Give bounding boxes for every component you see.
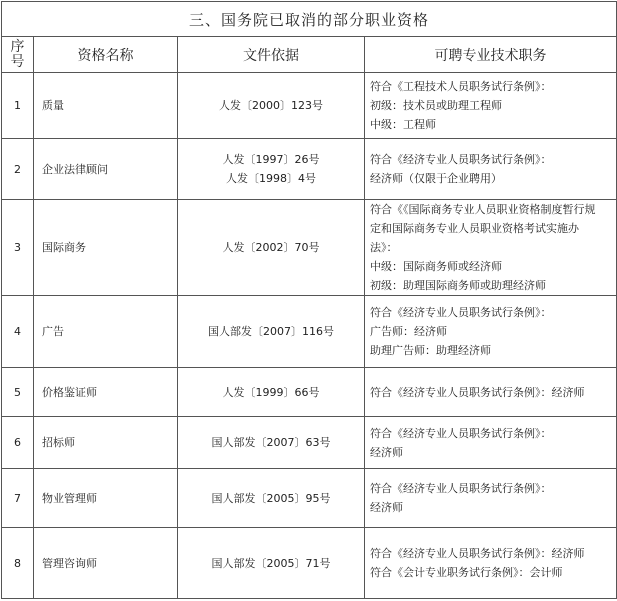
eligible-position-line: 符合《经济专业人员职务试行条例》：经济师 bbox=[370, 547, 585, 560]
document-basis bbox=[178, 73, 365, 139]
qualification-name: 广告 bbox=[34, 296, 178, 368]
qualification-name: 国际商务 bbox=[34, 200, 178, 296]
document-basis bbox=[178, 417, 365, 469]
document-basis bbox=[178, 139, 365, 200]
qualification-name: 物业管理师 bbox=[34, 469, 178, 528]
table-row bbox=[2, 200, 617, 296]
eligible-position-line: 法》： bbox=[370, 241, 398, 254]
eligible-position-line: 符合《经济专业人员职务试行条例》： bbox=[370, 482, 552, 495]
document-basis-line: 国人部发〔2005〕71号 bbox=[211, 556, 331, 570]
qualification-name: 管理咨询师 bbox=[34, 528, 178, 599]
document-basis bbox=[178, 469, 365, 528]
document-basis-line: 人发〔2000〕123号 bbox=[219, 99, 323, 112]
eligible-position-line: 符合《工程技术人员职务试行条例》： bbox=[370, 80, 552, 93]
document-basis-line: 人发〔1997〕26号 bbox=[222, 153, 320, 166]
row-number: 7 bbox=[2, 469, 34, 528]
document-basis-line: 人发〔1999〕66号 bbox=[222, 385, 320, 399]
header-seq bbox=[2, 37, 34, 73]
row-number: 1 bbox=[2, 73, 34, 139]
header-position: 可聘专业技术职务 bbox=[365, 37, 617, 73]
eligible-position-line: 助理广告师：助理经济师 bbox=[370, 344, 491, 357]
eligible-position-line: 初级：技术员或助理工程师 bbox=[370, 99, 502, 112]
document-basis-line: 国人部发〔2007〕63号 bbox=[211, 436, 331, 449]
eligible-position-line: 经济师 bbox=[370, 501, 403, 514]
eligible-position bbox=[365, 296, 617, 368]
eligible-position-line: 广告师：经济师 bbox=[370, 325, 447, 338]
eligible-position bbox=[365, 417, 617, 469]
row-number: 3 bbox=[2, 200, 34, 296]
table-row bbox=[2, 139, 617, 200]
table-body bbox=[2, 73, 617, 599]
qualification-table bbox=[1, 1, 617, 599]
eligible-position-line: 中级：工程师 bbox=[370, 118, 436, 131]
header-seq-line-1: 序 bbox=[10, 38, 25, 55]
document-basis bbox=[178, 368, 365, 417]
table-row bbox=[2, 469, 617, 528]
eligible-position bbox=[365, 139, 617, 200]
eligible-position bbox=[365, 368, 617, 417]
document-basis bbox=[178, 200, 365, 296]
eligible-position bbox=[365, 73, 617, 139]
qualification-name: 企业法律顾问 bbox=[34, 139, 178, 200]
eligible-position-line: 符合《经济专业人员职务试行条例》：经济师 bbox=[370, 385, 585, 399]
eligible-position-line: 中级：国际商务师或经济师 bbox=[370, 260, 502, 273]
eligible-position-line: 经济师（仅限于企业聘用） bbox=[370, 172, 502, 185]
document-basis bbox=[178, 296, 365, 368]
eligible-position-line: 定和国际商务专业人员职业资格考试实施办 bbox=[370, 222, 579, 235]
document-basis-line: 人发〔2002〕70号 bbox=[222, 241, 320, 254]
row-number: 5 bbox=[2, 368, 34, 417]
eligible-position-line: 初级：助理国际商务师或助理经济师 bbox=[370, 279, 546, 292]
table-title: 三、国务院已取消的部分职业资格 bbox=[2, 2, 617, 37]
table-row bbox=[2, 528, 617, 599]
document-basis-line: 国人部发〔2005〕95号 bbox=[211, 491, 331, 505]
table-row bbox=[2, 417, 617, 469]
qualification-name: 价格鉴证师 bbox=[34, 368, 178, 417]
eligible-position bbox=[365, 528, 617, 599]
table-row bbox=[2, 368, 617, 417]
eligible-position-line: 符合《经济专业人员职务试行条例》： bbox=[370, 426, 552, 440]
qualification-name: 质量 bbox=[34, 73, 178, 139]
table-row bbox=[2, 73, 617, 139]
header-basis: 文件依据 bbox=[178, 37, 365, 73]
eligible-position-line: 符合《会计专业职务试行条例》：会计师 bbox=[370, 566, 563, 579]
eligible-position-line: 符合《《国际商务专业人员职业资格制度暂行规 bbox=[370, 203, 596, 216]
row-number: 6 bbox=[2, 417, 34, 469]
qualification-name: 招标师 bbox=[34, 417, 178, 469]
row-number: 2 bbox=[2, 139, 34, 200]
eligible-position bbox=[365, 469, 617, 528]
document-basis-line: 国人部发〔2007〕116号 bbox=[208, 325, 334, 338]
table-row bbox=[2, 296, 617, 368]
eligible-position-line: 符合《经济专业人员职务试行条例》： bbox=[370, 306, 552, 319]
header-seq-line-2: 号 bbox=[10, 53, 25, 70]
eligible-position bbox=[365, 200, 617, 296]
row-number: 8 bbox=[2, 528, 34, 599]
eligible-position-line: 符合《经济专业人员职务试行条例》： bbox=[370, 153, 552, 166]
document-basis bbox=[178, 528, 365, 599]
document-basis-line: 人发〔1998〕4号 bbox=[226, 172, 316, 185]
eligible-position-line: 经济师 bbox=[370, 445, 403, 459]
header-name: 资格名称 bbox=[34, 37, 178, 73]
row-number: 4 bbox=[2, 296, 34, 368]
